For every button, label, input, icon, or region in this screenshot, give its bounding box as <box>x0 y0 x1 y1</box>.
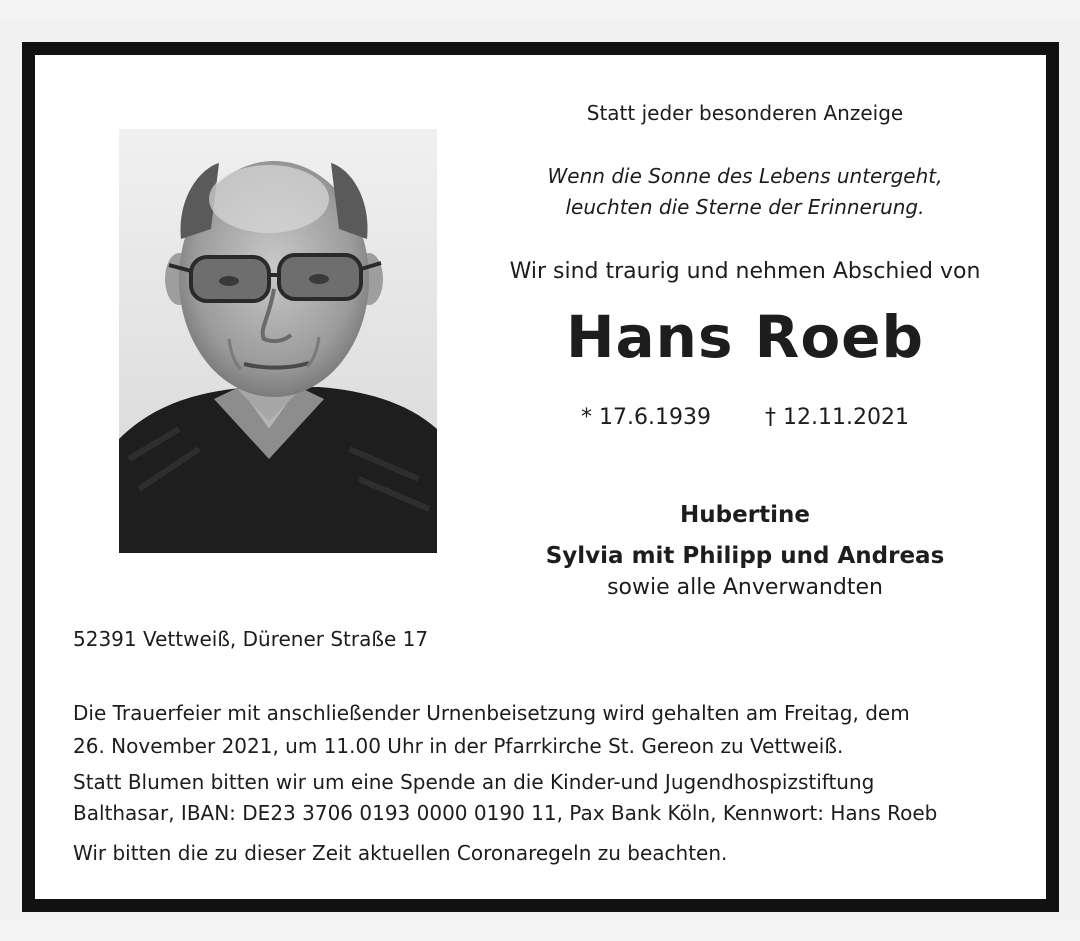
memorial-motto <box>465 161 1025 223</box>
deceased-name: Hans Roeb <box>565 303 925 371</box>
birth-date: * 17.6.1939 <box>581 405 711 430</box>
top-strip <box>0 0 1080 22</box>
obituary-content <box>35 55 1046 899</box>
death-date: † 12.11.2021 <box>765 405 909 430</box>
life-dates <box>465 405 1025 430</box>
ceremony-paragraph <box>73 697 1033 763</box>
donation-paragraph <box>73 767 1033 829</box>
donation-line-2: Balthasar, IBAN: DE23 3706 0193 0000 0190 11, Pax Bank Köln, Kennwort: Hans Roeb <box>73 801 938 825</box>
portrait-photo <box>119 129 437 553</box>
donation-line-1: Statt Blumen bitten wir um eine Spende an die Kinder-und Jugendhospizstiftung <box>73 770 875 794</box>
ceremony-line-2: 26. November 2021, um 11.00 Uhr in der Pfarrkirche St. Gereon zu Vettweiß. <box>73 734 844 758</box>
farewell-intro: Wir sind traurig und nehmen Abschied von <box>509 259 981 284</box>
motto-line-1: Wenn die Sonne des Lebens untergeht, <box>547 164 943 188</box>
relatives-line: sowie alle Anverwandten <box>607 575 883 600</box>
family-address: 52391 Vettweiß, Dürener Straße 17 <box>73 627 429 651</box>
portrait-illustration <box>119 129 437 553</box>
bottom-strip <box>0 920 1080 941</box>
mourner-line-1: Hubertine <box>680 502 810 528</box>
motto-line-2: leuchten die Sterne der Erinnerung. <box>565 195 925 219</box>
ceremony-line-1: Die Trauerfeier mit anschließender Urnenbeisetzung wird gehalten am Freitag, dem <box>73 701 910 725</box>
corona-notice: Wir bitten die zu dieser Zeit aktuellen Coronaregeln zu beachten. <box>73 841 728 865</box>
obituary-card <box>22 42 1059 912</box>
service-information <box>73 697 1033 870</box>
notice-headline: Statt jeder besonderen Anzeige <box>586 101 904 125</box>
mourners <box>465 495 1025 577</box>
mourner-line-2: Sylvia mit Philipp und Andreas <box>545 543 945 569</box>
